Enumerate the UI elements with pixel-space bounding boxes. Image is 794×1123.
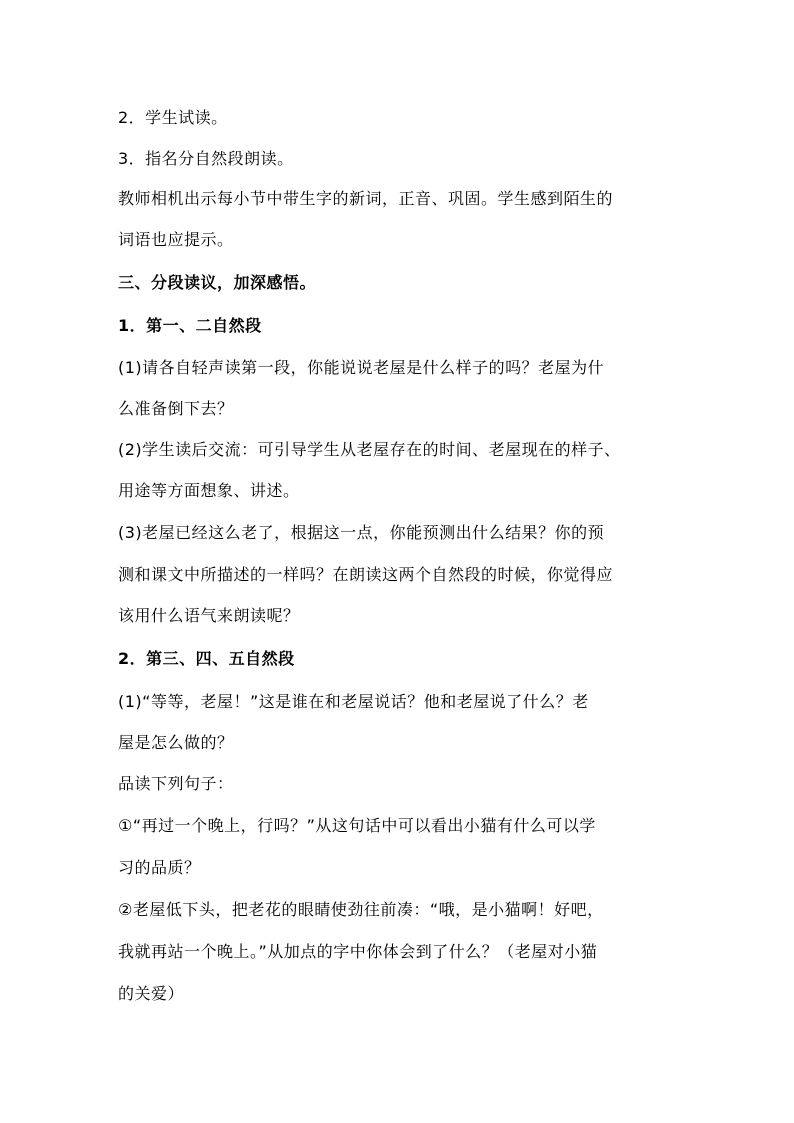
text-line-20: ②老屋低下头，把老花的眼睛使劲往前凑：“哦，是小猫啊！好吧， (118, 900, 604, 919)
text-line-16: 屋是怎么做的？ (118, 733, 234, 752)
text-line-2: 3．指名分自然段朗读。 (118, 149, 294, 168)
text-line-7: (1)请各自轻声读第一段，你能说说老屋是什么样子的吗？老屋为什 (118, 358, 605, 377)
text-line-18: ①“再过一个晚上，行吗？”从这句话中可以看出小猫有什么可以学 (118, 816, 596, 835)
text-line-11: (3)老屋已经这么老了，根据这一点，你能预测出什么结果？你的预 (118, 523, 605, 542)
text-line-9: (2)学生读后交流：可引导学生从老屋存在的时间、老屋现在的样子、 (118, 440, 621, 459)
subsection-heading-1: 1．第一、二自然段 (118, 316, 262, 335)
text-line-17: 品读下列句子： (118, 774, 234, 793)
text-line-8: 么准备倒下去？ (118, 399, 234, 418)
section-heading: 三、分段读议，加深感悟。 (118, 273, 317, 292)
text-line-15: (1)“等等，老屋！”这是谁在和老屋说话？他和老屋说了什么？老 (118, 692, 589, 711)
text-line-19: 习的品质？ (118, 858, 201, 877)
subsection-heading-2: 2．第三、四、五自然段 (118, 649, 295, 668)
text-line-12: 测和课文中所描述的一样吗？在朗读这两个自然段的时候，你觉得应 (118, 565, 614, 584)
text-line-4: 词语也应提示。 (118, 230, 234, 249)
text-line-21: 我就再站一个晚上。”从加点的字中你体会到了什么？（老屋对小猫 (118, 942, 598, 961)
text-line-1: 2．学生试读。 (118, 108, 228, 127)
text-line-10: 用途等方面想象、讲述。 (118, 481, 300, 500)
text-line-22: 的关爱） (118, 984, 185, 1003)
text-line-3: 教师相机出示每小节中带生字的新词，正音、巩固。学生感到陌生的 (118, 189, 614, 208)
text-line-13: 该用什么语气来朗读呢？ (118, 606, 300, 625)
